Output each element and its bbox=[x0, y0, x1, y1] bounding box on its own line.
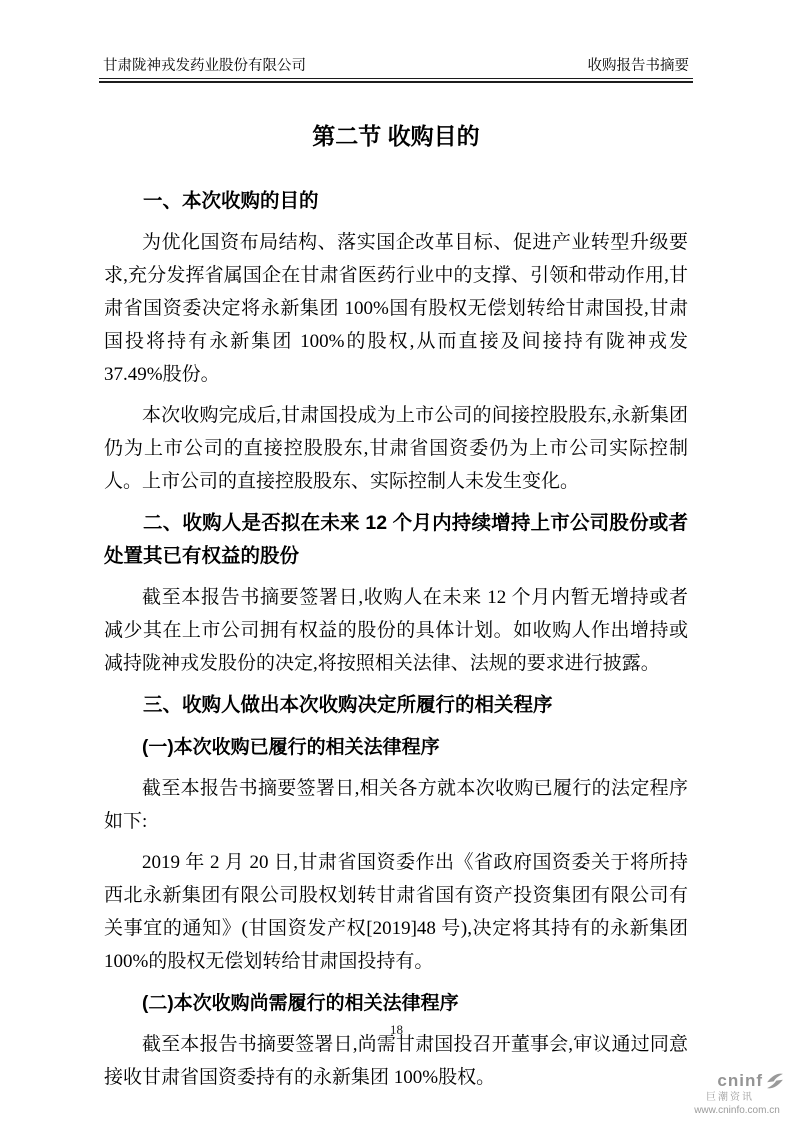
header-company-name: 甘肃陇神戎发药业股份有限公司 bbox=[103, 58, 306, 74]
page-number: 18 bbox=[390, 1022, 403, 1037]
document-body bbox=[104, 82, 688, 1094]
paragraph: 为优化国资布局结构、落实国企改革目标、促进产业转型升级要求,充分发挥省属国企在甘肃省医药行业中的支撑、引领和带动作用,甘肃省国资委决定将永新集团 100%国有股权无偿划转给甘肃国投,甘肃国投将持有永新集团 100%的股权,从而直接及间接持有陇神戎发 37.49%股份。 bbox=[104, 232, 688, 385]
cninfo-logo bbox=[687, 1071, 787, 1116]
page-header bbox=[103, 57, 689, 75]
section-2-heading: 二、收购人是否拟在未来 12 个月内持续增持上市公司股份或者处置其已有权益的股份 bbox=[104, 512, 688, 567]
cninfo-logo-subtitle: 巨潮资讯 bbox=[706, 1092, 754, 1103]
page-title: 第二节 收购目的 bbox=[312, 123, 480, 149]
paragraph: 本次收购完成后,甘肃国投成为上市公司的间接控股股东,永新集团仍为上市公司的直接控股股东,甘肃省国资委仍为上市公司实际控制人。上市公司的直接控股股东、实际控制人未发生变化。 bbox=[104, 405, 688, 492]
paragraph: 截至本报告书摘要签署日,尚需甘肃国投召开董事会,审议通过同意接收甘肃省国资委持有的永新集团 100%股权。 bbox=[104, 1034, 688, 1088]
cninfo-swirl-icon bbox=[765, 1071, 785, 1091]
paragraph: 截至本报告书摘要签署日,相关各方就本次收购已履行的法定程序如下: bbox=[104, 778, 688, 832]
section-3-heading: 三、收购人做出本次收购决定所履行的相关程序 bbox=[143, 694, 553, 716]
header-doc-type: 收购报告书摘要 bbox=[587, 58, 689, 74]
section-3-sub-1-heading: (一)本次收购已履行的相关法律程序 bbox=[142, 737, 440, 758]
cninfo-logo-text: cninf bbox=[717, 1071, 763, 1091]
cninfo-logo-url: www.cninfo.com.cn bbox=[694, 1104, 780, 1116]
paragraph: 截至本报告书摘要签署日,收购人在未来 12 个月内暂无增持或者减少其在上市公司拥有权益的股份的具体计划。如收购人作出增持或减持陇神戎发股份的决定,将按照相关法律、法规的要求进行披露。 bbox=[104, 587, 688, 674]
cninfo-logo-row bbox=[687, 1071, 787, 1091]
section-3-sub-2-heading: (二)本次收购尚需履行的相关法律程序 bbox=[142, 993, 459, 1014]
paragraph: 2019 年 2 月 20 日,甘肃省国资委作出《省政府国资委关于将所持西北永新集团有限公司股权划转甘肃省国有资产投资集团有限公司有关事宜的通知》(甘国资发产权[2019]48 号),决定将其持有的永新集团 100%的股权无偿划转给甘肃国投持有。 bbox=[104, 852, 688, 972]
section-1-heading: 一、本次收购的目的 bbox=[143, 190, 319, 212]
